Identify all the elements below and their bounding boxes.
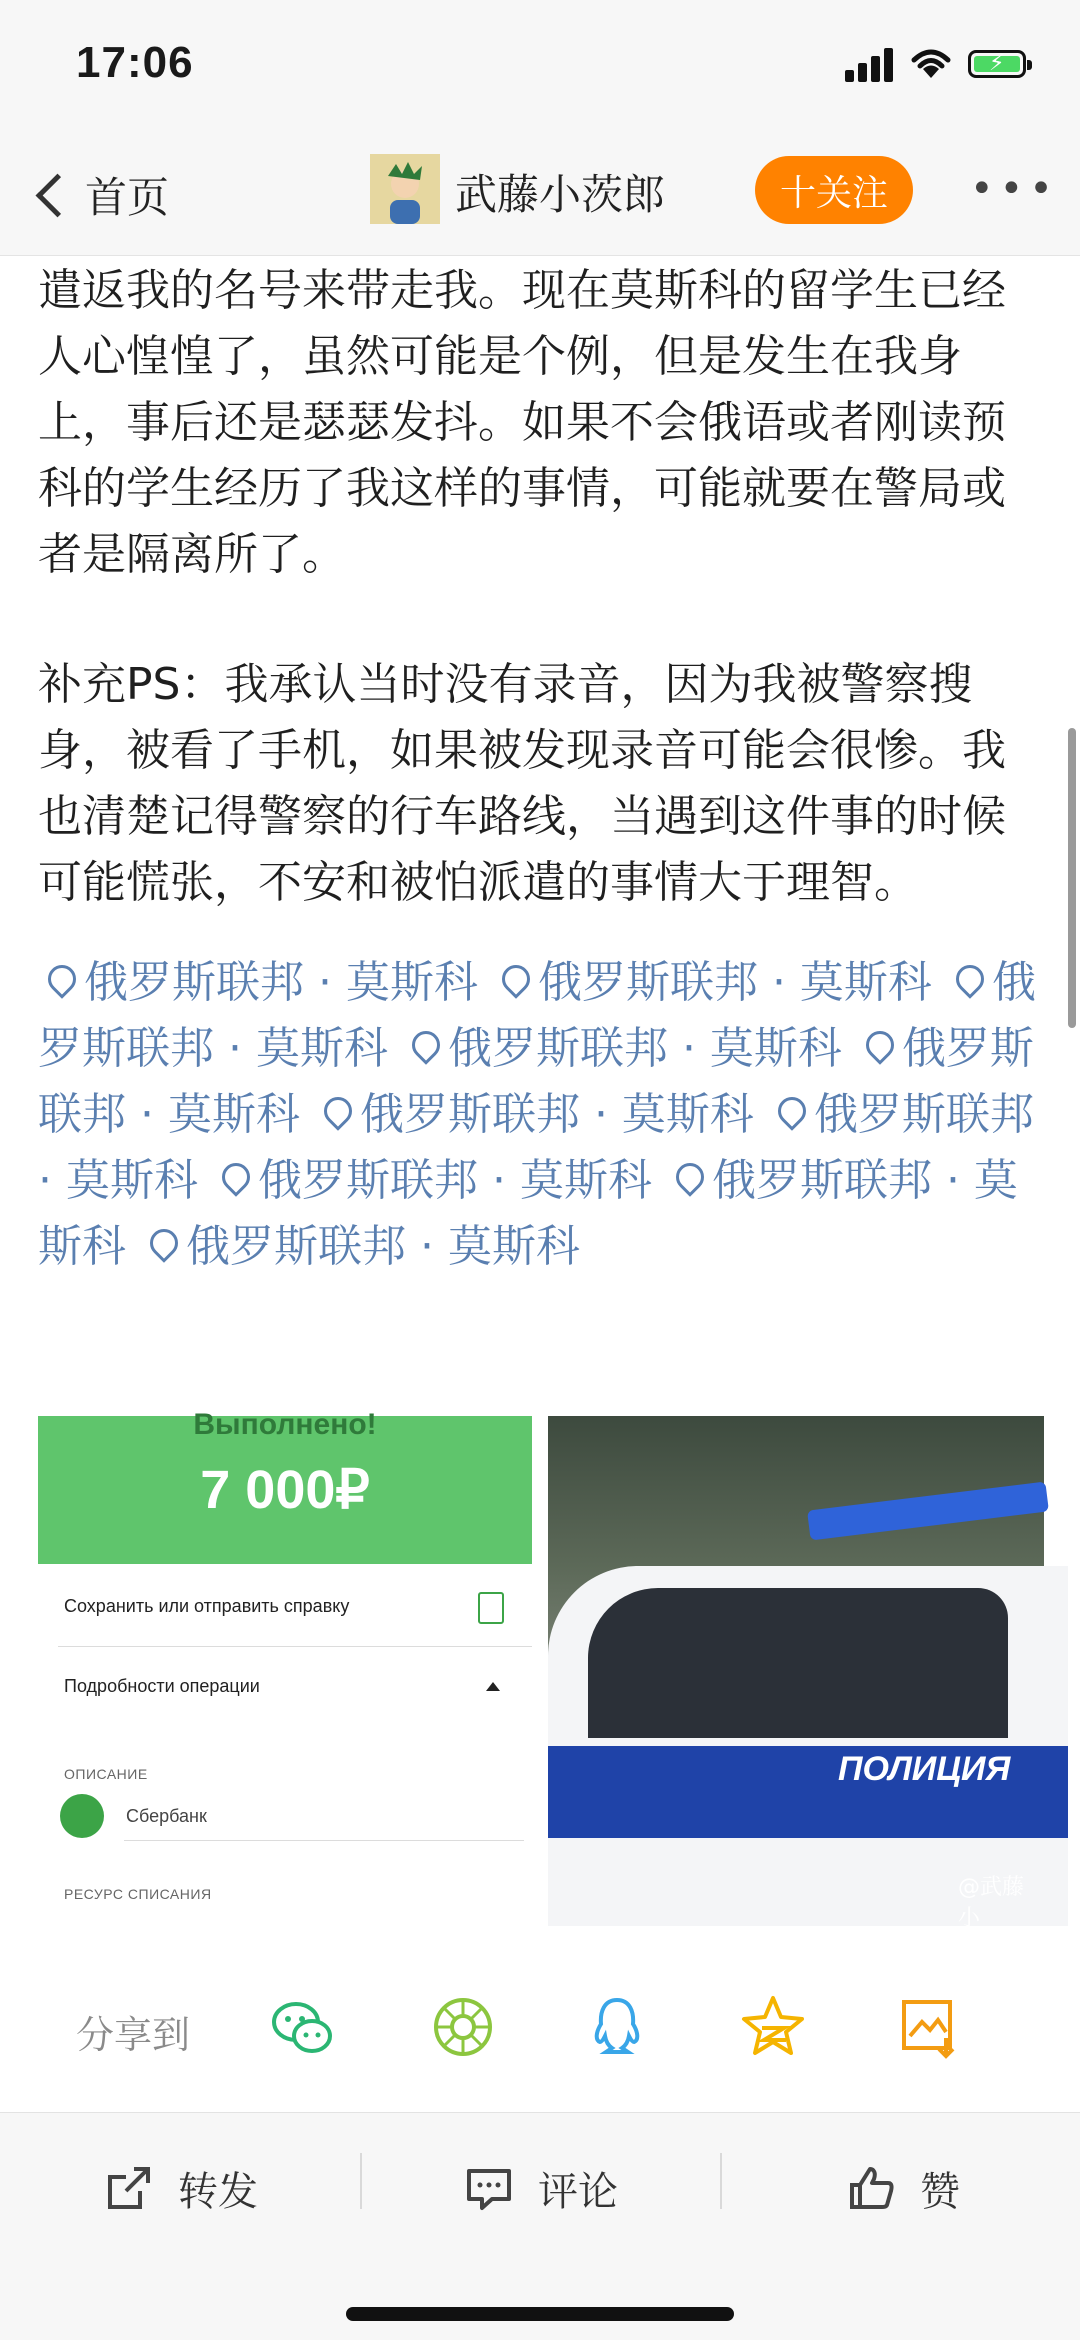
wifi-icon: [908, 44, 954, 80]
location-tag[interactable]: 俄罗斯联邦 · 莫斯科: [38, 957, 478, 1008]
post-content: [38, 258, 1038, 1280]
user-nickname[interactable]: 武藤小茨郎: [455, 170, 666, 219]
like-label: 赞: [920, 2168, 960, 2215]
location-tag[interactable]: 俄罗斯联邦 · 莫斯科: [38, 1089, 1034, 1206]
save-receipt-row: Сохранить или отправить справку: [64, 1596, 350, 1616]
location-pin-icon: [144, 1223, 184, 1263]
chevron-left-icon: [36, 173, 80, 217]
like-button[interactable]: [846, 2153, 960, 2223]
police-car-text: ПОЛИЦИЯ: [838, 1750, 1011, 1788]
location-tag[interactable]: 俄罗斯联邦 · 莫斯科: [402, 1023, 842, 1074]
signal-icon: [845, 48, 895, 82]
thumbs-up-icon: [846, 2163, 896, 2213]
repost-button[interactable]: [104, 2153, 258, 2223]
location-pin-icon: [772, 1091, 812, 1131]
location-pin-icon: [496, 959, 536, 999]
comment-label: 评论: [538, 2168, 618, 2215]
description-label: ОПИСАНИЕ: [64, 1766, 148, 1782]
police-car-image[interactable]: [548, 1416, 1044, 1931]
payment-screenshot-image[interactable]: [38, 1408, 532, 1914]
location-pin-icon: [318, 1091, 358, 1131]
location-tag[interactable]: 俄罗斯联邦 · 莫斯科: [38, 1155, 1018, 1272]
repost-label: 转发: [178, 2168, 258, 2215]
payment-status: Выполнено!: [193, 1408, 377, 1441]
location-tag[interactable]: 俄罗斯联邦 · 莫斯科: [38, 957, 1036, 1074]
battery-icon: ⚡: [968, 50, 1026, 78]
post-paragraph-1: 遣返我的名号来带走我。现在莫斯科的留学生已经人心惶惶了，虽然可能是个例，但是发生在我身上，事后还是瑟瑟发抖。如果不会俄语或者刚读预科的学生经历了我这样的事情，可能就要在警局或者是隔离所了。: [38, 265, 1006, 580]
location-pin-icon: [42, 959, 82, 999]
nav-bar: [0, 140, 1080, 256]
bottom-action-bar: [0, 2112, 1080, 2340]
location-tag[interactable]: 俄罗斯联邦 · 莫斯科: [314, 1089, 754, 1140]
source-label: РЕСУРС СПИСАНИЯ: [64, 1886, 212, 1902]
image-watermark: @武藤小: [958, 1875, 1025, 1931]
comment-icon: [464, 2163, 514, 2213]
follow-button[interactable]: 十关注: [755, 156, 913, 224]
save-image-icon[interactable]: [894, 1992, 964, 2062]
avatar[interactable]: [370, 154, 440, 224]
moments-icon[interactable]: [428, 1992, 498, 2062]
share-row: [0, 1980, 1080, 2076]
post-images: [38, 1408, 1044, 1931]
location-pin-icon: [950, 959, 990, 999]
bank-name: Сбербанк: [126, 1806, 207, 1826]
back-label: 首页: [85, 173, 170, 222]
comment-button[interactable]: [464, 2153, 618, 2223]
payment-amount: 7 000₽: [200, 1460, 370, 1520]
caret-up-icon: [486, 1682, 500, 1691]
back-button[interactable]: [32, 160, 169, 230]
wechat-icon[interactable]: [268, 1992, 338, 2062]
location-tag[interactable]: 俄罗斯联邦 · 莫斯科: [212, 1155, 652, 1206]
avatar-illustration: [370, 154, 440, 224]
operation-details-row: Подробности операции: [64, 1676, 260, 1696]
more-icon[interactable]: •••: [970, 166, 1059, 212]
home-indicator[interactable]: [346, 2307, 734, 2321]
scrollbar[interactable]: [1068, 728, 1076, 1028]
post-paragraph-2: 补充PS：我承认当时没有录音，因为我被警察搜身，被看了手机，如果被发现录音可能会很惨。我也清楚记得警察的行车路线，当遇到这件事的时候可能慌张，不安和被怕派遣的事情大于理智。: [38, 659, 1006, 908]
location-tag[interactable]: 俄罗斯联邦 · 莫斯科: [38, 1023, 1034, 1140]
document-icon: [478, 1592, 504, 1624]
location-pin-icon: [406, 1025, 446, 1065]
repost-icon: [104, 2163, 154, 2213]
share-label: 分享到: [76, 2013, 191, 2057]
qzone-icon[interactable]: [738, 1992, 808, 2062]
lightbar: [807, 1481, 1049, 1540]
location-tag[interactable]: 俄罗斯联邦 · 莫斯科: [492, 957, 932, 1008]
location-pin-icon: [860, 1025, 900, 1065]
location-tags: [38, 950, 1038, 1280]
qq-icon[interactable]: [582, 1992, 652, 2062]
status-bar: [0, 0, 1080, 140]
location-tag[interactable]: 俄罗斯联邦 · 莫斯科: [140, 1221, 580, 1272]
location-pin-icon: [670, 1157, 710, 1197]
location-pin-icon: [216, 1157, 256, 1197]
status-time: 17:06: [76, 38, 194, 87]
sberbank-logo-icon: [60, 1794, 104, 1838]
